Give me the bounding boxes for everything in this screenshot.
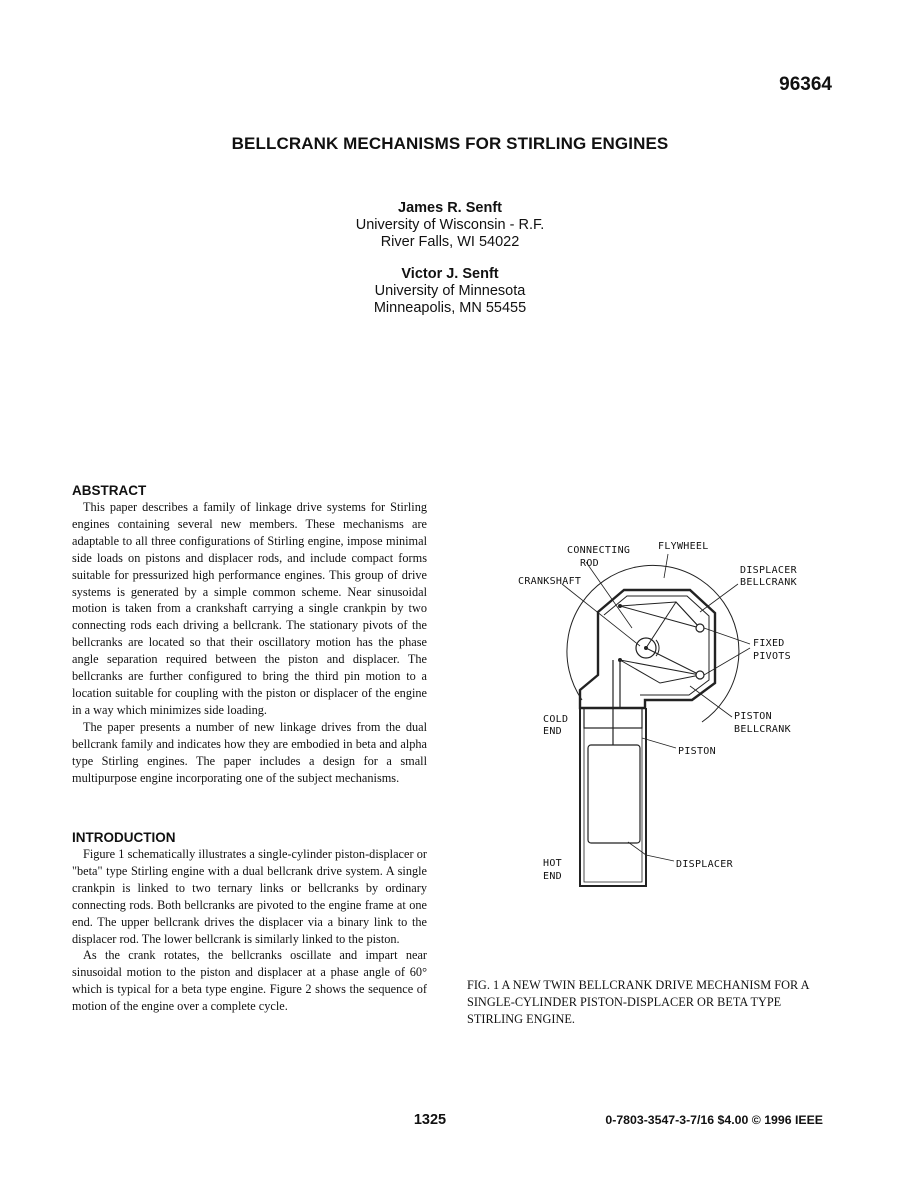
label-cold-end-line2: END: [543, 726, 562, 737]
figure-1-diagram: [510, 530, 810, 900]
label-connecting-rod-line2: ROD: [580, 558, 599, 569]
introduction-body: [72, 846, 427, 1015]
introduction-heading: INTRODUCTION: [72, 830, 176, 845]
author-affiliation: University of Minnesota: [374, 283, 526, 299]
leader-fixed-pivots-lower: [704, 648, 750, 675]
label-piston-bellcrank-line2: BELLCRANK: [734, 724, 791, 735]
abstract-body: [72, 499, 427, 786]
label-fixed-pivots-line1: FIXED: [753, 638, 785, 649]
author-name: James R. Senft: [398, 200, 502, 216]
leader-displacer: [628, 842, 674, 861]
author-location: Minneapolis, MN 55455: [373, 300, 527, 316]
leader-fixed-pivots-upper: [704, 628, 750, 644]
piston-bellcrank: [620, 660, 700, 683]
author-affiliation: University of Wisconsin - R.F.: [355, 217, 545, 233]
paper-number: 96364: [779, 74, 832, 95]
label-piston-bellcrank-line1: PISTON: [734, 711, 772, 722]
copyright-line: 0-7803-3547-3-7/16 $4.00 © 1996 IEEE: [605, 1113, 823, 1127]
abstract-paragraph: This paper describes a family of linkage drive systems for Stirling engines containing several new members. These mechanisms are adaptable to all three configurations of Stirling engine, impose minimal side loads on pistons and displacer rods, and include compact forms suitable for pressurized high performance engines. This group of drive systems is generated by a simple common scheme. Near sinusoidal motion is taken from a crankshaft carrying a single crankpin by two connecting rods each driving a bellcrank. The stationary pivots of the bellcranks are located so that their oscillatory motion has the phase angle separation required between the piston and displacer. The bellcranks are further configured to bring the third pin motion to a location suitable for coupling with the piston or displacer of the engine in a way which minimizes side loading.: [72, 500, 427, 717]
fixed-pivot-upper: [696, 624, 704, 632]
label-displacer-bellcrank-line1: DISPLACER: [740, 565, 797, 576]
introduction-paragraph: Figure 1 schematically illustrates a single-cylinder piston-displacer or "beta" type Stirling engine with a dual bellcrank drive system. A single crankpin is linked to two ternary links or bellcranks by ordinary connecting rods. Both bellcranks are pivoted to the engine frame at one end. The upper bellcrank drives the displacer via a binary link to the displacer rod. The lower bellcrank is similarly linked to the piston.: [72, 847, 427, 946]
introduction-paragraph: As the crank rotates, the bellcranks oscillate and impart near sinusoidal motion to the piston and displacer at a phase angle of 60° which is typical for a beta type engine. Figure 2 shows the sequence of motion of the engine over a complete cycle.: [72, 948, 427, 1014]
fixed-pivot-lower: [696, 671, 704, 679]
label-displacer-bellcrank-line2: BELLCRANK: [740, 577, 797, 588]
figure-caption: FIG. 1 A NEW TWIN BELLCRANK DRIVE MECHANISM FOR A SINGLE-CYLINDER PISTON-DISPLACER OR BETA TYPE STIRLING ENGINE.: [467, 978, 809, 1026]
paper-title: BELLCRANK MECHANISMS FOR STIRLING ENGINES: [231, 134, 669, 153]
label-fixed-pivots-line2: PIVOTS: [753, 651, 791, 662]
pin-joint: [618, 604, 622, 608]
author-name: Victor J. Senft: [401, 266, 499, 282]
label-crankshaft: CRANKSHAFT: [518, 576, 582, 587]
author-block-2: [0, 266, 900, 317]
displacer-body: [588, 745, 640, 843]
author-location: River Falls, WI 54022: [380, 234, 520, 250]
upper-connecting-rod: [646, 602, 700, 648]
lower-connecting-rod: [646, 648, 700, 675]
author-block-1: [0, 200, 900, 251]
displacer-bellcrank: [620, 602, 700, 628]
leader-piston-bellcrank: [690, 686, 732, 717]
label-hot-end-line2: END: [543, 871, 562, 882]
label-piston: PISTON: [678, 746, 716, 757]
leader-crankshaft: [562, 584, 640, 646]
abstract-heading: ABSTRACT: [72, 483, 147, 498]
label-flywheel: FLYWHEEL: [658, 541, 709, 552]
leader-piston: [642, 738, 676, 748]
label-displacer: DISPLACER: [676, 859, 733, 870]
leader-displacer-bellcrank: [700, 584, 738, 612]
label-cold-end-line1: COLD: [543, 714, 569, 725]
abstract-paragraph: The paper presents a number of new linkage drives from the dual bellcrank family and indicates how they are embodied in beta and alpha type Stirling engines. The paper includes a design for a small multipurpose engine incorporating one of the subject mechanisms.: [72, 719, 427, 785]
leader-connecting-rod: [586, 562, 632, 628]
label-connecting-rod-line1: CONNECTING: [567, 545, 631, 556]
label-hot-end-line1: HOT: [543, 858, 562, 869]
page-number: 1325: [413, 1112, 447, 1128]
pin-joint: [618, 658, 622, 662]
